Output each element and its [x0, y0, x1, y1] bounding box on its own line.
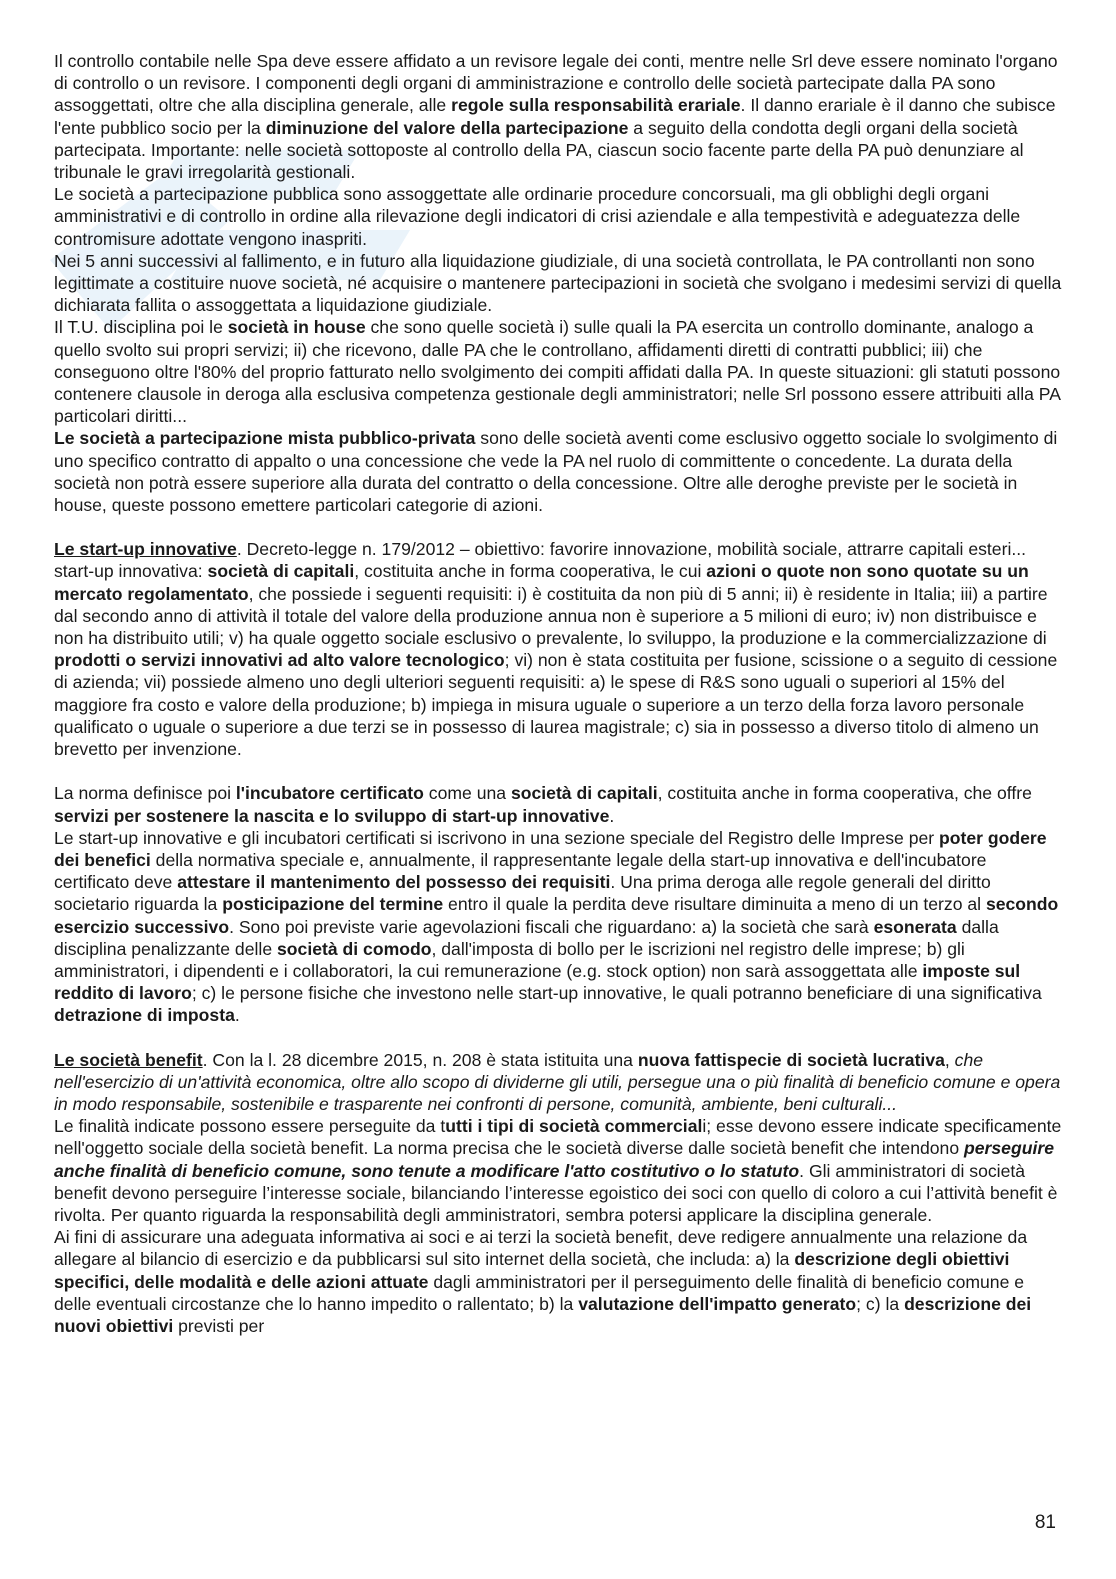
bold-text: perseguire anche finalità di beneficio comune, sono tenute a modificare l'atto costitutivo o lo statuto: [54, 1138, 1054, 1181]
bold-text: Le società a partecipazione mista pubblico-privata: [54, 428, 476, 449]
text-run: .: [234, 1005, 240, 1026]
text-run: che sono quelle società i) sulle quali la PA esercita un controllo dominante, analogo a quello svolto sui propri servizi; ii) che ricevono, dalle PA che le controllano, affidamenti diretti di contratti pubblici; iii) che conseguono oltre l'80% del proprio fatturato nello svolgimento dei compiti affidati dalla PA. In queste situazioni: gli statuti possono contenere clausole in deroga alla esclusiva competenza gestionale degli amministratori; nelle Srl possono essere attribuiti alla PA particolari diritti...: [54, 317, 1061, 427]
text-run: dagli amministratori per il perseguimento delle finalità di beneficio comune e delle eventuali circostanze che lo hanno impedito o rallentato; b) la: [54, 1271, 1025, 1314]
paragraph-spacer: [54, 516, 1064, 538]
text-run: . Una prima deroga alle regole generali del diritto societario riguarda la: [54, 872, 991, 915]
text-run: Il controllo contabile nelle Spa deve essere affidato a un revisore legale dei conti, mentre nelle Srl deve essere nominato l'organo di controllo o un revisore. I componenti degli organi di amministrazione e controllo delle società partecipate dalla PA sono assoggettati, oltre che alla disciplina generale, alle: [54, 51, 1058, 116]
bold-text: attestare il mantenimento del possesso dei requisiti: [177, 872, 611, 893]
text-run: sono delle società aventi come esclusivo oggetto sociale lo svolgimento di uno specifico contratto di appalto o una concessione che vede la PA nel ruolo di committente o concedente. La durata della società non potrà essere superiore alla durata del contratto o della concessione. Oltre alle deroghe previste per le società in house, queste possono emettere particolari categorie di azioni.: [54, 428, 1058, 516]
text-run: a seguito della condotta degli organi della società partecipata. Importante: nelle società sottoposte al controllo della PA, ciascun socio facente parte della PA può denunziare al tribunale le gravi irregolarità gestionali.: [54, 117, 1024, 183]
document-body: [54, 50, 1064, 1337]
text-run: Nei 5 anni successivi al fallimento, e in futuro alla liquidazione giudiziale, di una società controllata, le PA controllanti non sono legittimate a costituire nuove società, né acquisire o mantenere partecipazioni in società che svolgano i medesimi servizi di quella dichiarata fallita o assoggettata a liquidazione giudiziale.: [54, 250, 1062, 316]
bold-text: prodotti o servizi innovativi ad alto valore tecnologico: [54, 650, 505, 671]
bold-text: imposte sul reddito di lavoro: [54, 960, 1021, 1004]
text-run: ; c) le persone fisiche che investono nelle start-up innovative, le quali potranno beneficiare di una significativa: [191, 983, 1042, 1004]
bold-text: poter godere dei benefici: [54, 827, 1047, 870]
text-run: entro il quale la perdita deve risultare diminuita a meno di un terzo al: [443, 894, 986, 915]
bold-text: società di comodo: [277, 938, 432, 959]
text-run: Le finalità indicate possono essere perseguite da t: [54, 1116, 446, 1137]
bold-text: Le start-up innovative: [54, 539, 237, 560]
paragraph: [54, 427, 1064, 516]
text-run: , che possiede i seguenti requisiti: i) è costituita da non più di 5 anni; ii) è residente in Italia; iii) a partire dal secondo anno di attività il totale del valore della produzione annua non è superiore a 5 milioni di euro; iv) non distribuisce e non ha distribuito utili; v) ha quale oggetto sociale esclusivo o prevalente, lo sviluppo, la produzione e la commercializzazione di: [54, 583, 1048, 649]
text-run: ; vi) non è stata costituita per fusione, scissione o a seguito di cessione di azienda; vii) possiede almeno uno degli ulteriori seguenti requisiti: a) le spese di R&S sono uguali o superiori al 15% del maggiore fra costo e valore della produzione; b) impiega in misura uguale o superiore a un terzo della forza lavoro personale qualificato o uguale o superiore a due terzi se in possesso di laurea magistrale; c) sia in possesso a diverso titolo di almeno un brevetto per invenzione.: [54, 650, 1058, 760]
paragraph-spacer: [54, 1027, 1064, 1049]
text-run: ; c) la: [856, 1293, 905, 1314]
bold-text: Le società benefit: [54, 1049, 203, 1070]
paragraph: [54, 1115, 1064, 1226]
bold-text: regole sulla responsabilità erariale: [451, 95, 741, 116]
paragraph: [54, 538, 1064, 760]
bold-text: azioni o quote non sono quotate su un mercato regolamentato: [54, 561, 1029, 604]
bold-text: secondo esercizio successivo: [54, 894, 1059, 937]
text-run: . Gli amministratori di società benefit devono perseguire l’interesse sociale, bilanciando l’interesse egoistico dei soci con quello di coloro a cui l’attività benefit è rivolta. Per quanto riguarda la responsabilità degli amministratori, sembra potersi applicare la disciplina generale.: [54, 1160, 1058, 1225]
text-run: . Sono poi previste varie agevolazioni fiscali che riguardano: a) la società che sarà: [229, 916, 874, 937]
bold-text: descrizione degli obiettivi specifici, delle modalità e delle azioni attuate: [54, 1249, 1010, 1292]
bold-text: utti i tipi di società commercial: [445, 1116, 703, 1137]
bold-text: detrazione di imposta: [54, 1005, 235, 1026]
bold-text: diminuzione del valore della partecipazione: [265, 117, 629, 138]
paragraph: [54, 316, 1064, 427]
text-run: , costituita anche in forma cooperativa, le cui: [354, 561, 707, 582]
text-run: i; esse devono essere indicate specificamente nell'oggetto sociale della società benefit. La norma precisa che le società diverse dalle società benefit che intendono: [54, 1116, 1062, 1159]
bold-text: nuova fattispecie di società lucrativa: [637, 1049, 945, 1070]
text-run: previsti per: [173, 1315, 265, 1336]
text-run: .: [609, 805, 615, 826]
page-number: 81: [1034, 1512, 1056, 1533]
text-run: . Decreto-legge n. 179/2012 – obiettivo: favorire innovazione, mobilità sociale, attrarre capitali esteri... start-up innovativa:: [54, 539, 1027, 582]
text-run: , costituita anche in forma cooperativa, che offre: [657, 783, 1032, 804]
paragraph: [54, 782, 1064, 826]
italic-text: che nell'esercizio di un'attività economica, oltre allo scopo di dividerne gli utili, persegue una o più finalità di beneficio comune e opera in modo responsabile, sostenibile e trasparente nei confronti di persone, comunità, ambiente, beni culturali...: [54, 1049, 1061, 1114]
bold-text: società di capitali: [510, 783, 658, 804]
text-run: La norma definisce poi: [54, 783, 236, 804]
bold-text: posticipazione del termine: [222, 894, 444, 915]
bold-text: l'incubatore certificato: [235, 783, 424, 804]
bold-text: descrizione dei nuovi obiettivi: [54, 1293, 1032, 1336]
bold-text: società in house: [227, 317, 366, 338]
text-run: . Il danno erariale è il danno che subisce l'ente pubblico socio per la: [54, 95, 1056, 138]
paragraph: [54, 50, 1064, 183]
paragraph: [54, 183, 1064, 250]
text-run: Il T.U. disciplina poi le: [54, 317, 228, 338]
text-run: Ai fini di assicurare una adeguata informativa ai soci e ai terzi la società benefit, deve redigere annualmente una relazione da allegare al bilancio di esercizio e da pubblicarsi sul sito internet della società, che includa: a) la: [54, 1227, 1028, 1270]
bold-text: valutazione dell'impatto generato: [578, 1293, 857, 1314]
paragraph: [54, 827, 1064, 1027]
paragraph-spacer: [54, 760, 1064, 782]
bold-text: società di capitali: [207, 561, 355, 582]
text-run: ,: [944, 1049, 955, 1070]
text-run: . Con la l. 28 dicembre 2015, n. 208 è stata istituita una: [202, 1049, 638, 1070]
text-run: , dall'imposta di bollo per le iscrizioni nel registro delle imprese; b) gli amministratori, i dipendenti e i collaboratori, la cui remunerazione (e.g. stock option) non sarà assoggettata alle: [54, 938, 965, 981]
paragraph: [54, 1049, 1064, 1116]
text-run: della normativa speciale e, annualmente, il rappresentante legale della start-up innovativa e dell'incubatore certificato deve: [54, 849, 987, 893]
paragraph: [54, 250, 1064, 317]
text-run: Le start-up innovative e gli incubatori certificati si iscrivono in una sezione speciale del Registro delle Imprese per: [54, 827, 940, 848]
text-run: Le società a partecipazione pubblica sono assoggettate alle ordinarie procedure concorsuali, ma gli obblighi degli organi amministrativi e di controllo in ordine alla rilevazione degli indicatori di crisi aziendale e alla tempestività e adeguatezza delle contromisure adottate vengono inaspriti.: [54, 184, 1021, 249]
bold-text: servizi per sostenere la nascita e lo sviluppo di start-up innovative: [54, 805, 610, 826]
text-run: dalla disciplina penalizzante delle: [54, 916, 999, 959]
paragraph: [54, 1226, 1064, 1337]
bold-text: esonerata: [873, 916, 957, 937]
text-run: come una: [423, 783, 511, 804]
